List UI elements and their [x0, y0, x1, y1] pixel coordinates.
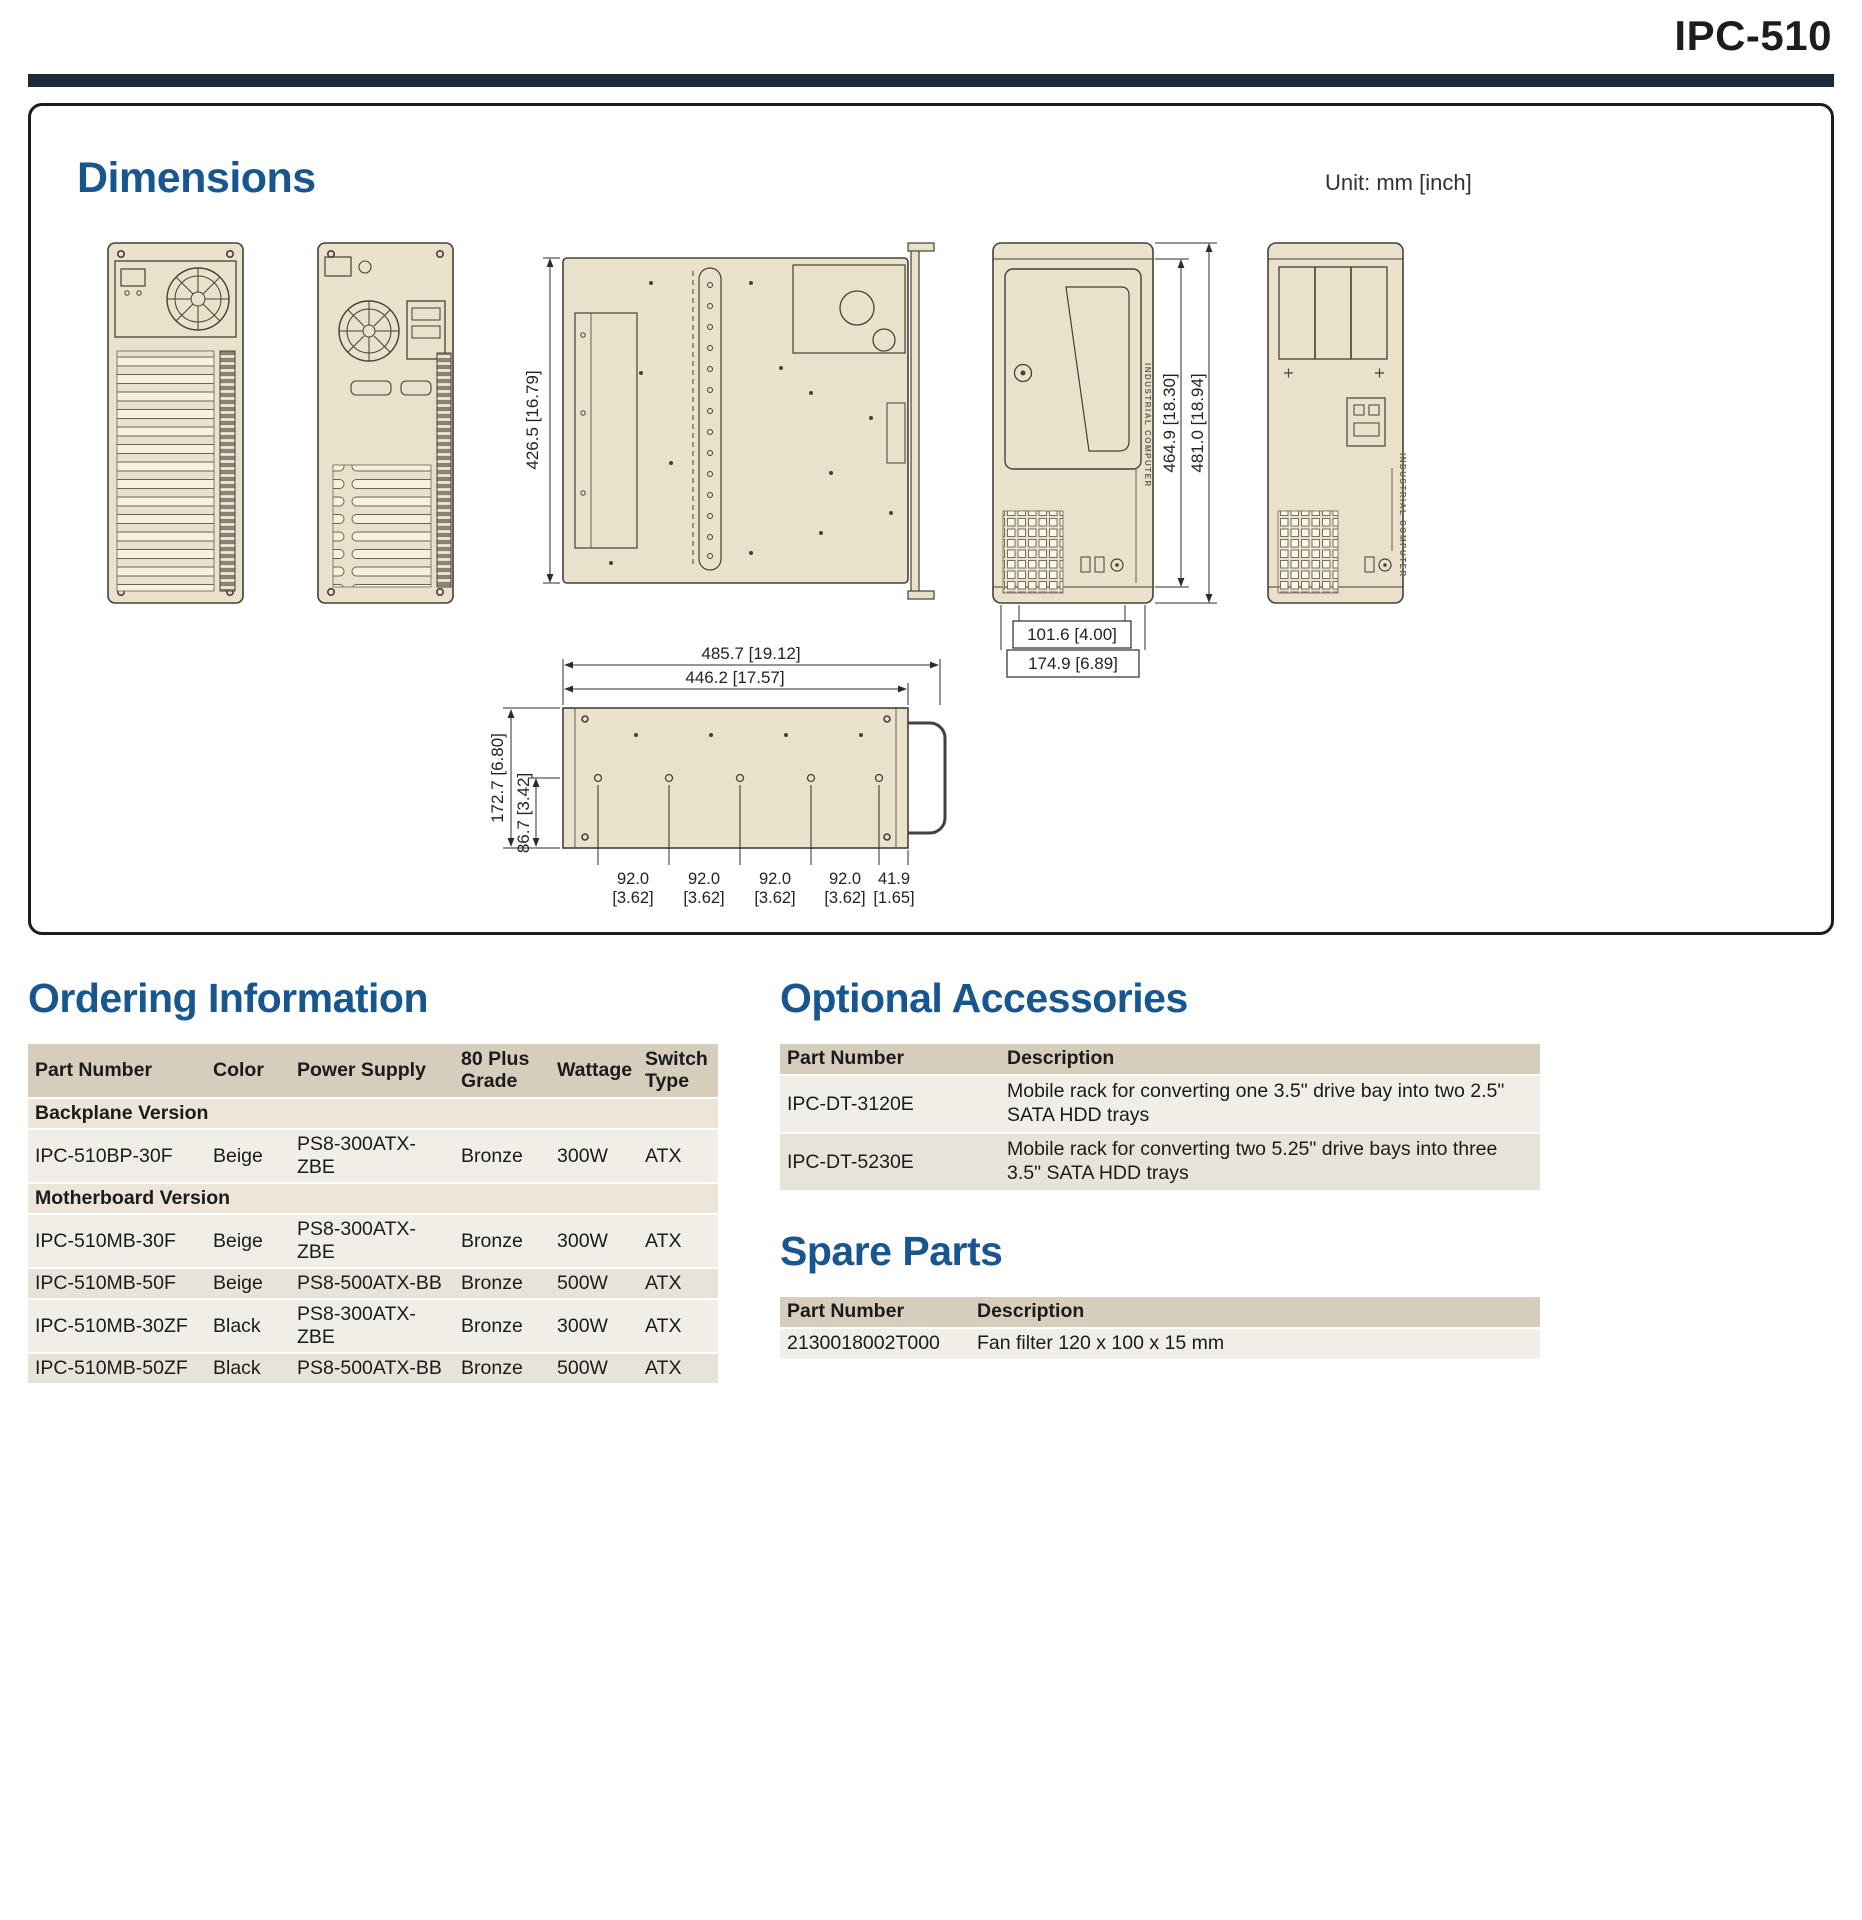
drawing-rear-view-backplane [108, 243, 243, 603]
col-switch-type: Switch Type [638, 1044, 718, 1098]
dim-hole-pitch-3-in: [3.62] [754, 889, 796, 907]
table-row: IPC-510MB-30F Beige PS8-300ATX-ZBE Bronze 300W ATX [28, 1214, 718, 1268]
spare-parts-title: Spare Parts [780, 1228, 1003, 1274]
dim-hole-pitch-1-in: [3.62] [612, 889, 654, 907]
dim-hole-pitch-1: 92.0 [616, 870, 650, 888]
dim-front-width-1: 101.6 [4.00] [1027, 625, 1117, 644]
accessories-section [780, 975, 1540, 1361]
col-part-number: Part Number [28, 1044, 206, 1098]
front-door-side-label: INDUSTRIAL COMPUTER [1143, 363, 1152, 488]
dim-front-width-2: 174.9 [6.89] [1028, 654, 1118, 673]
dim-front-height-2: 481.0 [18.94] [1188, 373, 1207, 473]
ordering-section [28, 975, 718, 1385]
col-power-supply: Power Supply [290, 1044, 454, 1098]
drawing-top-view [563, 243, 934, 599]
accessories-title: Optional Accessories [780, 975, 1188, 1021]
table-row: IPC-510MB-50F Beige PS8-500ATX-BB Bronze 500W ATX [28, 1268, 718, 1299]
ordering-header-row [28, 1044, 718, 1098]
col-part-number: Part Number [780, 1044, 1000, 1075]
col-description: Description [1000, 1044, 1540, 1075]
page-title: IPC-510 [1674, 12, 1832, 59]
accessories-table [780, 1044, 1540, 1192]
dim-hole-pitch-2-in: [3.62] [683, 889, 725, 907]
drawing-rear-view-motherboard [318, 243, 453, 603]
col-color: Color [206, 1044, 290, 1098]
table-row: IPC-DT-3120E Mobile rack for converting one 3.5" drive bay into two 2.5" SATA HDD trays [780, 1075, 1540, 1133]
spare-parts-header-row [780, 1297, 1540, 1328]
dim-hole-pitch-4-in: [3.62] [824, 889, 866, 907]
accessories-header-row [780, 1044, 1540, 1075]
drawing-bottom-view [563, 708, 945, 848]
col-part-number: Part Number [780, 1297, 970, 1328]
dim-hole-pitch-3: 92.0 [758, 870, 792, 888]
table-row: IPC-510MB-50ZF Black PS8-500ATX-BB Bronze 500W ATX [28, 1353, 718, 1384]
drawing-front-view-door [993, 243, 1153, 603]
dim-side-width-2: 446.2 [17.57] [685, 668, 785, 687]
front-bays-side-label: INDUSTRIAL COMPUTER [1398, 453, 1407, 578]
table-row: IPC-510MB-30ZF Black PS8-300ATX-ZBE Bronze 300W ATX [28, 1299, 718, 1353]
drawing-front-view-bays [1268, 243, 1403, 603]
dimensions-panel [28, 103, 1834, 935]
section-backplane-version: Backplane Version [28, 1098, 718, 1129]
dim-top-view-height: 426.5 [16.79] [523, 370, 542, 470]
dim-front-height-1: 464.9 [18.30] [1160, 373, 1179, 473]
header-divider-bar [28, 74, 1834, 87]
dim-hole-pitch-4: 92.0 [828, 870, 862, 888]
ordering-title: Ordering Information [28, 975, 428, 1021]
col-80plus-grade: 80 Plus Grade [454, 1044, 550, 1098]
section-motherboard-version: Motherboard Version [28, 1183, 718, 1214]
dim-hole-end-in: [1.65] [873, 889, 915, 907]
dim-hole-end: 41.9 [877, 870, 911, 888]
dim-side-width-1: 485.7 [19.12] [701, 644, 801, 663]
col-description: Description [970, 1297, 1540, 1328]
unit-label: Unit: mm [inch] [1325, 170, 1472, 195]
table-row: IPC-DT-5230E Mobile rack for converting two 5.25" drive bays into three 3.5" SATA HDD trays [780, 1133, 1540, 1191]
dimensions-title: Dimensions [77, 154, 316, 202]
col-wattage: Wattage [550, 1044, 638, 1098]
table-row: 2130018002T000 Fan filter 120 x 100 x 15 mm [780, 1328, 1540, 1360]
table-row: IPC-510BP-30F Beige PS8-300ATX-ZBE Bronze 300W ATX [28, 1129, 718, 1183]
dim-side-height-2: 86.7 [3.42] [514, 772, 533, 854]
dim-hole-pitch-2: 92.0 [687, 870, 721, 888]
ordering-table [28, 1044, 718, 1385]
dim-side-height-1: 172.7 [6.80] [488, 733, 507, 823]
spare-parts-table [780, 1297, 1540, 1361]
dimension-drawings [51, 213, 1811, 913]
